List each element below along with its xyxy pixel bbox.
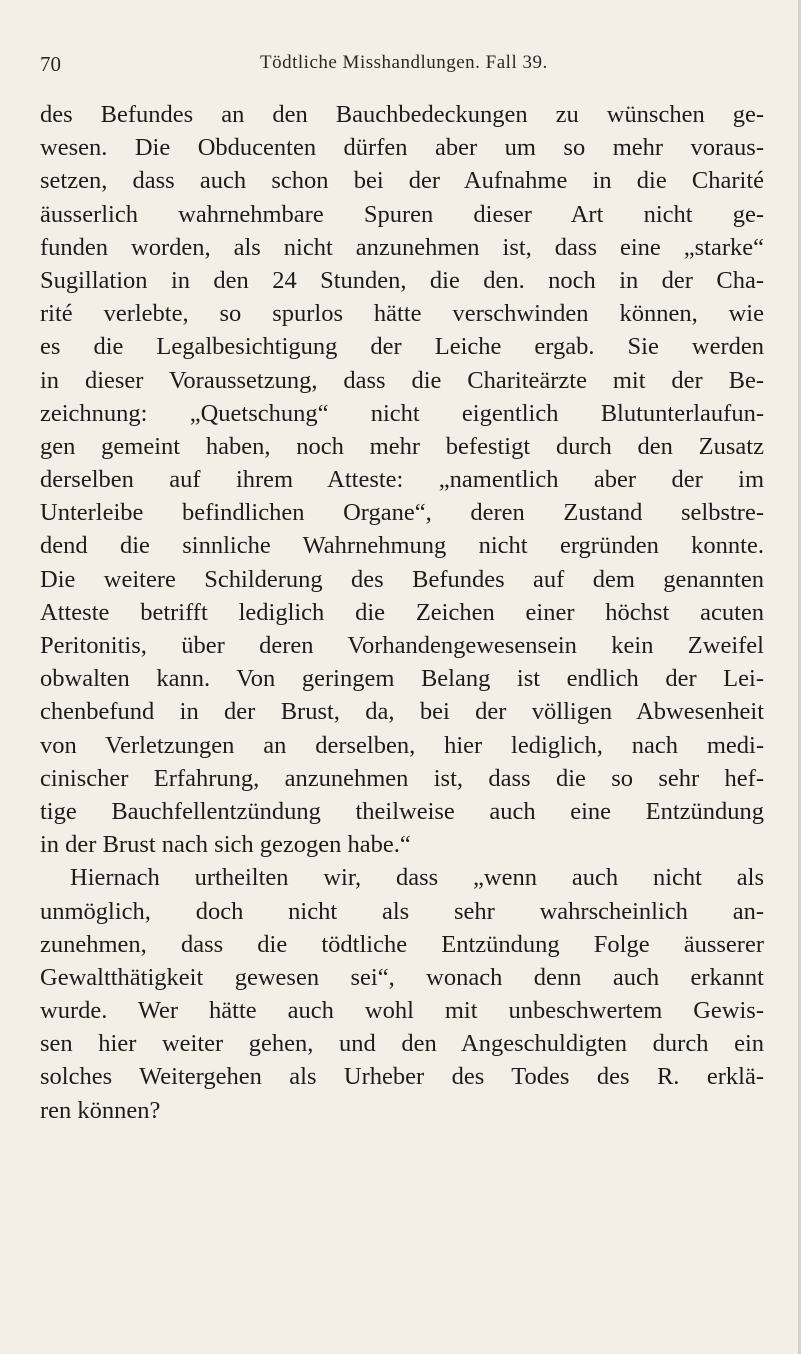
text-line: wesen. Die Obducenten dürfen aber um so mehr voraus-: [40, 134, 764, 162]
running-head: [40, 52, 800, 84]
text-line: tige Bauchfellentzündung theilweise auch eine Entzündung: [40, 797, 764, 825]
text-line: funden worden, als nicht anzunehmen ist, dass eine „starke“: [40, 233, 764, 261]
text-line: Sugillation in den 24 Stunden, die den. noch in der Cha-: [40, 266, 764, 294]
text-line: zeichnung: „Quetschung“ nicht eigentlich Blutunterlaufun-: [40, 399, 764, 427]
text-line: cinischer Erfahrung, anzunehmen ist, dass die so sehr hef-: [40, 764, 764, 792]
text-line: obwalten kann. Von geringem Belang ist endlich der Lei-: [40, 665, 764, 693]
body-text: [40, 98, 764, 1127]
text-line: setzen, dass auch schon bei der Aufnahme in die Charité: [40, 167, 764, 195]
text-line: unmöglich, doch nicht als sehr wahrscheinlich an-: [40, 897, 764, 925]
text-line: in dieser Voraussetzung, dass die Chariteärzte mit der Be-: [40, 366, 764, 394]
text-line: Die weitere Schilderung des Befundes auf dem genannten: [40, 565, 764, 593]
paragraph-1: [40, 98, 764, 861]
text-line: rité verlebte, so spurlos hätte verschwinden können, wie: [40, 300, 764, 328]
text-line: derselben auf ihrem Atteste: „namentlich aber der im: [40, 466, 764, 494]
text-line: chenbefund in der Brust, da, bei der völligen Abwesenheit: [40, 698, 764, 726]
text-line: zunehmen, dass die tödtliche Entzündung Folge äusserer: [40, 930, 764, 958]
text-line: ren können?: [40, 1096, 161, 1124]
text-line: des Befundes an den Bauchbedeckungen zu wünschen ge-: [40, 101, 764, 128]
paragraph-2: [40, 861, 764, 1127]
text-line: sen hier weiter gehen, und den Angeschuldigten durch ein: [40, 1030, 764, 1058]
page-number: 70: [40, 52, 61, 76]
text-line: gen gemeint haben, noch mehr befestigt durch den Zusatz: [40, 432, 764, 460]
text-line: Peritonitis, über deren Vorhandengewesensein kein Zweifel: [40, 632, 764, 659]
text-line: Hiernach urtheilten wir, dass „wenn auch nicht als: [70, 864, 764, 892]
running-head-title: Tödtliche Misshandlungen. Fall 39.: [260, 52, 548, 73]
text-line: Atteste betrifft lediglich die Zeichen einer höchst acuten: [40, 598, 764, 626]
text-line: wurde. Wer hätte auch wohl mit unbeschwertem Gewis-: [40, 997, 764, 1025]
text-line: äusserlich wahrnehmbare Spuren dieser Art nicht ge-: [40, 200, 764, 228]
text-line: Gewaltthätigkeit gewesen sei“, wonach denn auch erkannt: [40, 963, 764, 991]
text-line: solches Weitergehen als Urheber des Todes des R. erklä-: [40, 1063, 764, 1091]
text-line: von Verletzungen an derselben, hier lediglich, nach medi-: [40, 731, 764, 759]
text-line: dend die sinnliche Wahrnehmung nicht ergründen konnte.: [40, 532, 764, 560]
text-line: Unterleibe befindlichen Organe“, deren Zustand selbstre-: [40, 499, 764, 527]
text-line: es die Legalbesichtigung der Leiche ergab. Sie werden: [40, 333, 764, 361]
text-line: in der Brust nach sich gezogen habe.“: [40, 831, 411, 859]
